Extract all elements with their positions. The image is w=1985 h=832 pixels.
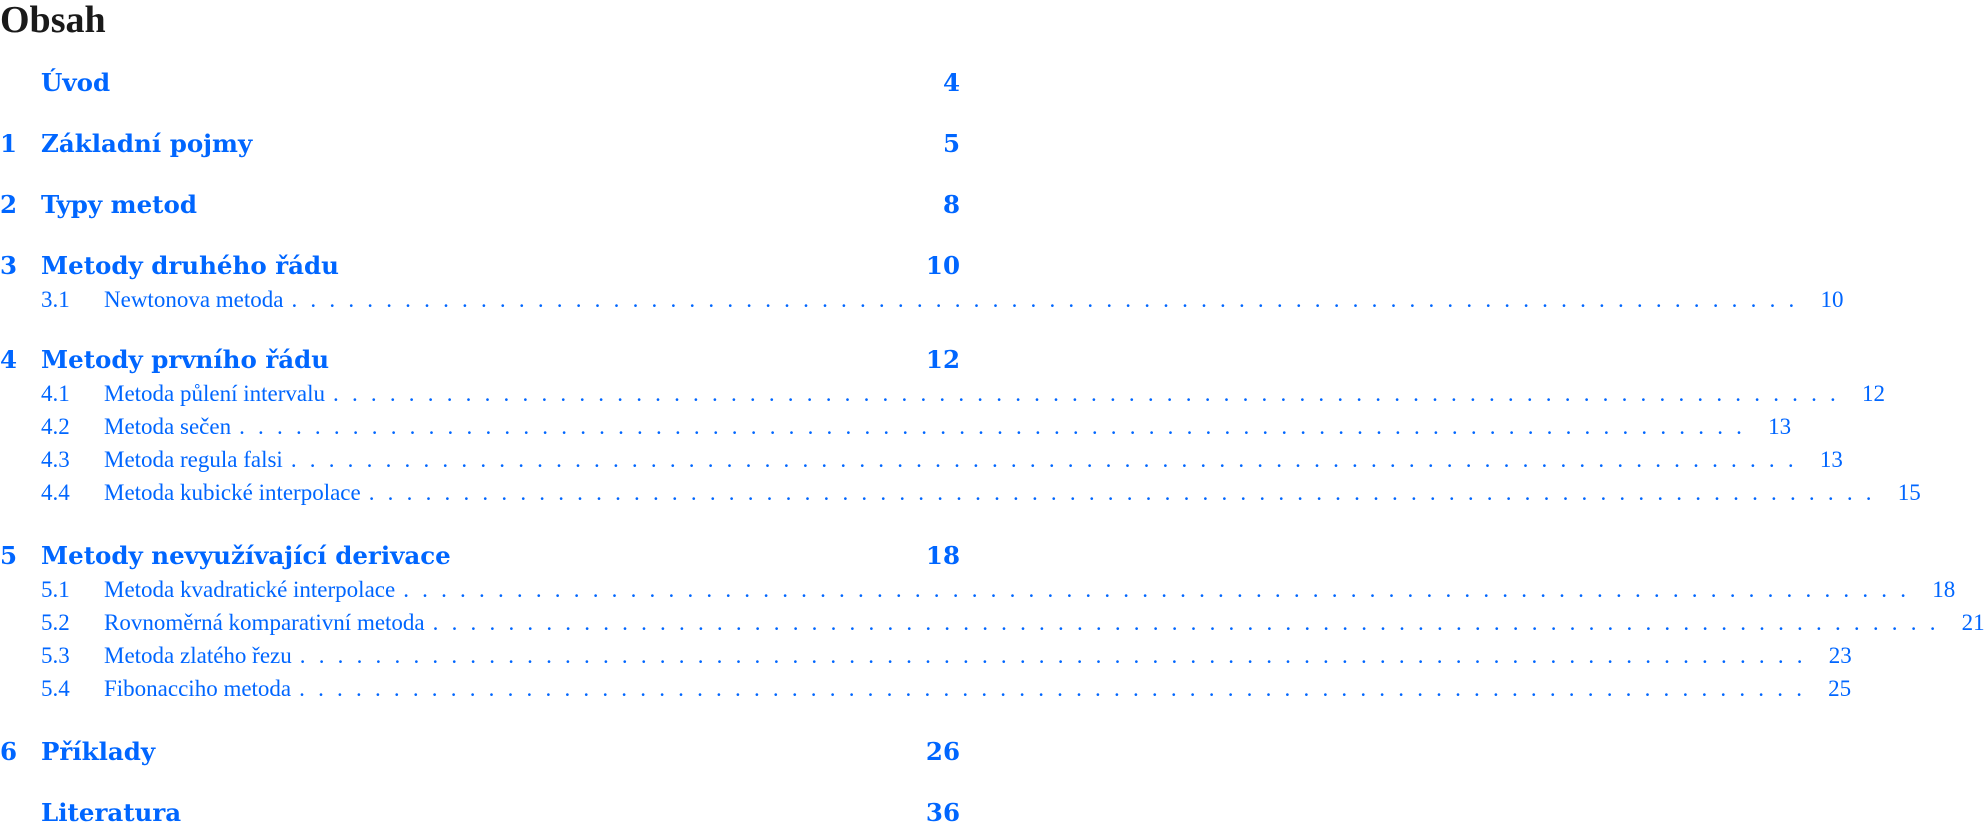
toc-entry-number: 4 <box>0 345 18 374</box>
toc-entry-label[interactable]: Metody nevyužívající derivace <box>41 541 451 570</box>
toc-entry-page-number[interactable]: 25 <box>1828 676 1852 701</box>
toc-entry-page-number[interactable]: 5 <box>942 129 960 158</box>
toc-entry-label[interactable]: Metoda kubické interpolace <box>104 480 361 505</box>
toc-entry-label[interactable]: Rovnoměrná komparativní metoda <box>104 610 425 635</box>
toc-entry-page-number[interactable]: 15 <box>1897 480 1921 505</box>
toc-chapter-entry[interactable] <box>0 251 960 285</box>
toc-entry-page-number[interactable]: 26 <box>925 737 960 766</box>
toc-entry-page-number[interactable]: 10 <box>925 251 960 280</box>
toc-entry-label[interactable]: Metoda sečen <box>104 414 232 439</box>
toc-chapter-entry[interactable] <box>0 798 960 832</box>
toc-entry-page-number[interactable]: 18 <box>925 541 960 570</box>
toc-entry-number: 3.1 <box>41 287 70 312</box>
toc-chapter-entry[interactable] <box>0 68 960 102</box>
toc-entry-number: 5.2 <box>41 610 70 635</box>
toc-entry-label[interactable]: Metoda kvadratické interpolace <box>104 577 396 602</box>
toc-section-entry[interactable] <box>0 287 1844 317</box>
dot-leader: ................................................................................ <box>403 577 1920 602</box>
dot-leader: ................................................................................ <box>333 381 1849 406</box>
toc-entry-label[interactable]: Metody prvního řádu <box>41 345 330 374</box>
toc-entry-number: 2 <box>0 190 18 219</box>
toc-entry-number: 1 <box>0 129 18 158</box>
dot-leader: ................................................................................ <box>299 643 1816 668</box>
toc-entry-label[interactable]: Newtonova metoda <box>104 287 284 312</box>
toc-entry-number: 4.3 <box>41 447 70 472</box>
toc-entry-number: 5.1 <box>41 577 70 602</box>
toc-entry-page-number[interactable]: 4 <box>942 68 960 97</box>
toc-entry-label[interactable]: Příklady <box>41 737 156 766</box>
toc-entry-label[interactable]: Fibonacciho metoda <box>104 676 292 701</box>
toc-entry-number: 3 <box>0 251 18 280</box>
toc-chapter-entry[interactable] <box>0 737 960 771</box>
toc-entry-label[interactable]: Základní pojmy <box>41 129 253 158</box>
toc-entry-label[interactable]: Metoda půlení intervalu <box>104 381 325 406</box>
toc-entry-page-number[interactable]: 23 <box>1828 643 1852 668</box>
toc-entry-page-number[interactable]: 10 <box>1820 287 1844 312</box>
toc-section-entry[interactable] <box>0 447 1843 477</box>
toc-chapter-entry[interactable] <box>0 541 960 575</box>
toc-chapter-entry[interactable] <box>0 190 960 224</box>
toc-entry-page-number[interactable]: 13 <box>1819 447 1843 472</box>
toc-entry-page-number[interactable]: 13 <box>1768 414 1792 439</box>
dot-leader: ................................................................................ <box>432 610 1949 635</box>
toc-entry-page-number[interactable]: 21 <box>1961 610 1985 635</box>
toc-section-entry[interactable] <box>0 480 1921 510</box>
toc-entry-number: 4.1 <box>41 381 70 406</box>
toc-entry-number: 5 <box>0 541 18 570</box>
dot-leader: ................................................................................ <box>368 480 1885 505</box>
toc-entry-label[interactable]: Metody druhého řádu <box>41 251 339 280</box>
dot-leader: ................................................................................ <box>291 287 1808 312</box>
toc-section-entry[interactable] <box>0 676 1852 706</box>
toc-entry-page-number[interactable]: 36 <box>925 798 960 827</box>
toc-entry-number: 6 <box>0 737 18 766</box>
toc-entry-number: 4.2 <box>41 414 70 439</box>
toc-section-entry[interactable] <box>0 414 1792 444</box>
toc-entry-label[interactable]: Úvod <box>41 68 111 97</box>
toc-entry-label[interactable]: Metoda zlatého řezu <box>104 643 292 668</box>
toc-entry-page-number[interactable]: 8 <box>942 190 960 219</box>
toc-entry-page-number[interactable]: 18 <box>1932 577 1956 602</box>
toc-entry-label[interactable]: Literatura <box>41 798 182 827</box>
toc-entry-label[interactable]: Typy metod <box>41 190 197 219</box>
toc-section-entry[interactable] <box>0 643 1852 673</box>
toc-entry-label[interactable]: Metoda regula falsi <box>104 447 283 472</box>
toc-chapter-entry[interactable] <box>0 129 960 163</box>
page-title: Obsah <box>0 0 106 41</box>
dot-leader: ................................................................................ <box>290 447 1807 472</box>
toc-section-entry[interactable] <box>0 577 1956 607</box>
toc-entry-number: 5.4 <box>41 676 70 701</box>
toc-section-entry[interactable] <box>0 610 1985 640</box>
toc-section-entry[interactable] <box>0 381 1885 411</box>
dot-leader: ................................................................................ <box>239 414 1756 439</box>
toc-entry-number: 5.3 <box>41 643 70 668</box>
toc-entry-page-number[interactable]: 12 <box>925 345 960 374</box>
toc-entry-page-number[interactable]: 12 <box>1862 381 1885 406</box>
dot-leader: ................................................................................ <box>299 676 1816 701</box>
toc-entry-number: 4.4 <box>41 480 70 505</box>
toc-chapter-entry[interactable] <box>0 345 960 379</box>
